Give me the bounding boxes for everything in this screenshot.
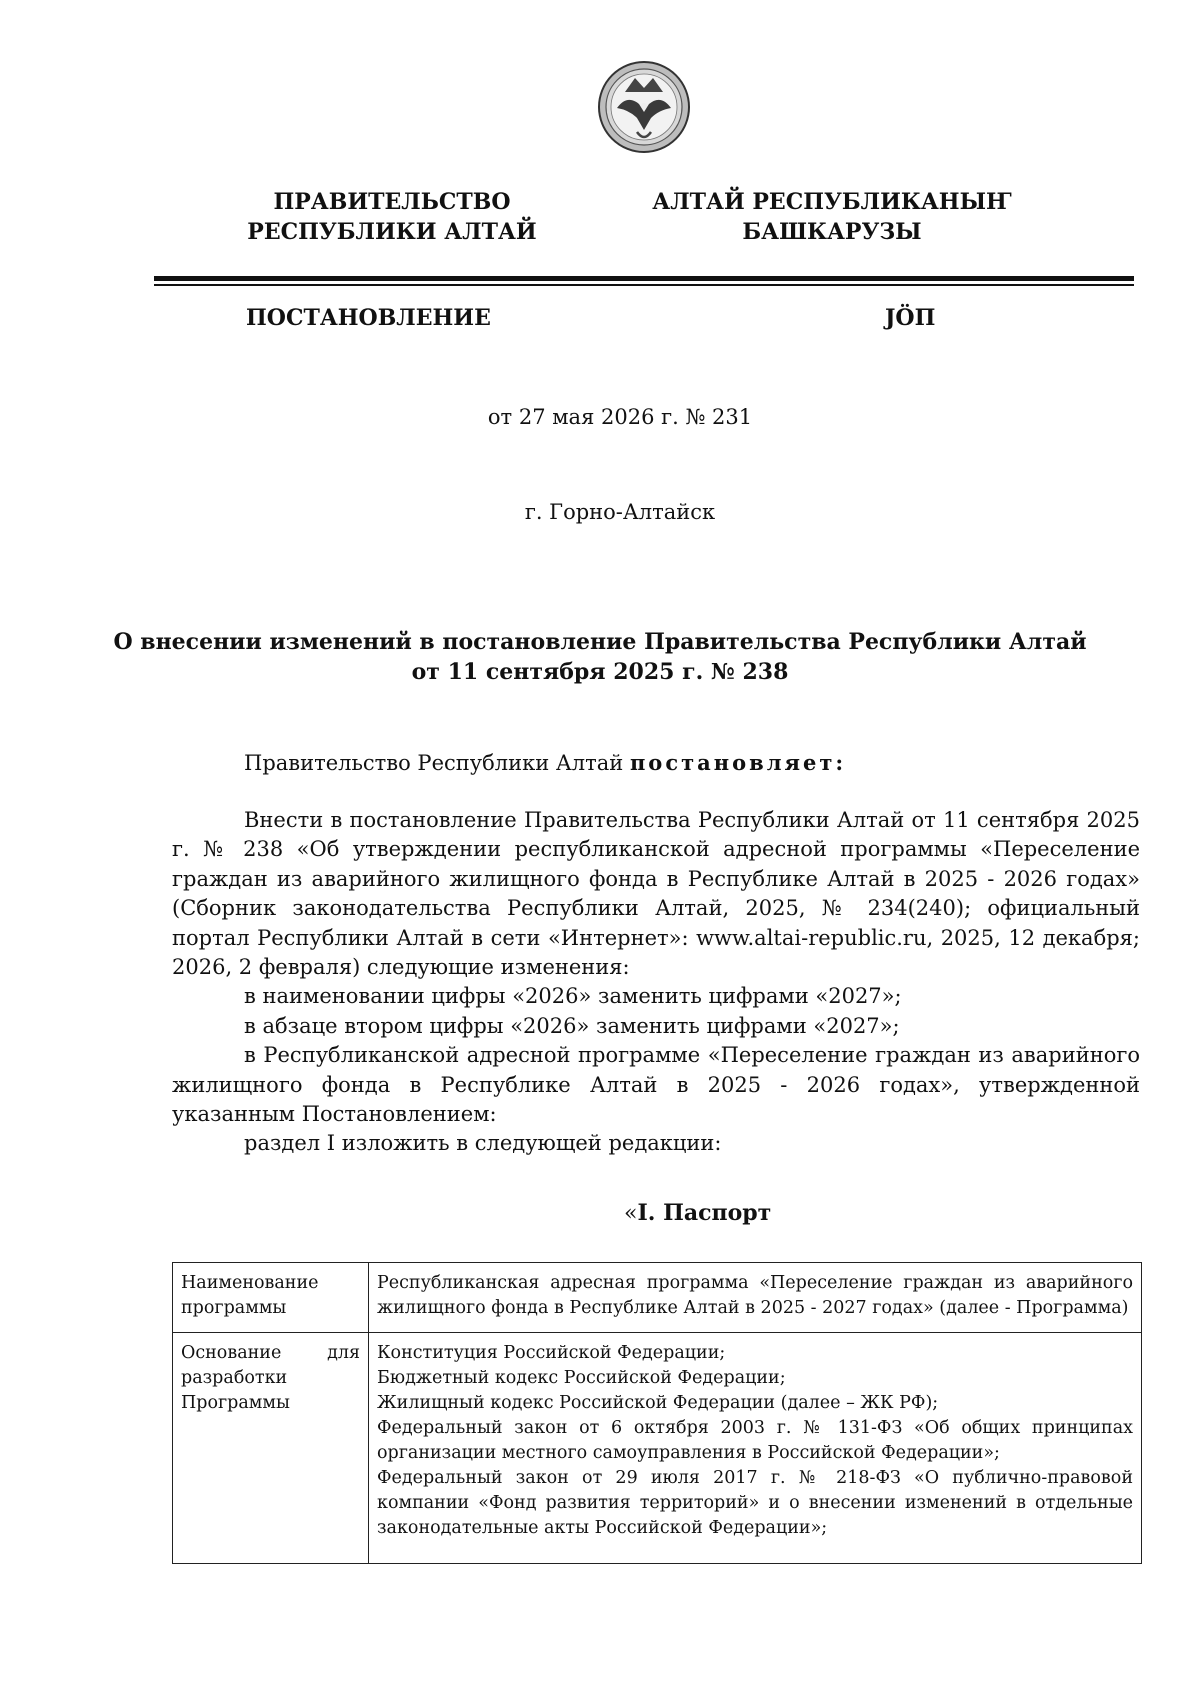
government-name-russian: [182, 187, 602, 247]
passport-value-cell: [369, 1263, 1142, 1333]
header-divider-thin: [154, 284, 1134, 286]
passport-value-line: Федеральный закон от 6 октября 2003 г. № 131-ФЗ «Об общих принципах организации местного самоуправления в Российской Федерации»;: [377, 1418, 1133, 1463]
document-date-number: от 27 мая 2026 г. № 231: [487, 405, 753, 429]
body-paragraph: в наименовании цифры «2026» заменить цифрами «2027»;: [244, 984, 902, 1009]
doc-type-russian: ПОСТАНОВЛЕНИЕ: [246, 305, 491, 331]
passport-value-cell: [369, 1333, 1142, 1564]
government-name-line: ПРАВИТЕЛЬСТВО: [273, 189, 511, 215]
passport-label-word: Основание: [181, 1343, 282, 1363]
passport-heading: [624, 1200, 771, 1226]
government-name-altai: [622, 187, 1042, 247]
passport-label-cell: [173, 1333, 369, 1564]
passport-label-line: Программы: [181, 1393, 290, 1413]
passport-heading-text: I. Паспорт: [637, 1200, 772, 1226]
intro-text: Правительство Республики Алтай: [244, 751, 630, 775]
intro-emphasis: постановляет:: [629, 750, 847, 775]
passport-value-line: Республиканская адресная программа «Переселение граждан из аварийного жилищного фонда в Республике Алтай в 2025 - 2027 годах» (далее - Программа): [377, 1273, 1133, 1318]
passport-value-line: Бюджетный кодекс Российской Федерации;: [377, 1368, 786, 1388]
passport-label-word: для: [327, 1343, 360, 1363]
coat-of-arms-emblem: [597, 60, 691, 154]
resolution-body: [172, 806, 1140, 1159]
body-paragraph: в Республиканской адресной программе «Переселение граждан из аварийного жилищного фонда в Республике Алтай в 2025 - 2026 годах», утвержденной указанным Постановлением:: [172, 1043, 1140, 1127]
passport-table: [172, 1262, 1142, 1564]
header-divider-thick: [154, 276, 1134, 281]
passport-value-line: Конституция Российской Федерации;: [377, 1343, 726, 1363]
body-paragraph: Внести в постановление Правительства Республики Алтай от 11 сентября 2025 г. № 238 «Об утверждении республиканской адресной программы «Переселение граждан из аварийного жилищного фонда в Республике Алтай в 2025 - 2026 годах» (Сборник законодательства Республики Алтай, 2025, № 234(240); официальный портал Республики Алтай в сети «Интернет»: www.altai-republic.ru, 2025, 12 декабря; 2026, 2 февраля) следующие изменения:: [172, 808, 1140, 980]
passport-label-line: разработки: [181, 1368, 288, 1388]
doc-type-altai: JӦП: [885, 305, 936, 331]
document-title-line: от 11 сентября 2025 г. № 238: [411, 659, 789, 685]
passport-label-first-line: [181, 1341, 360, 1366]
document-title: [0, 627, 1200, 687]
government-name-line: РЕСПУБЛИКИ АЛТАЙ: [247, 219, 537, 245]
government-name-line: АЛТАЙ РЕСПУБЛИКАНЫҤ: [652, 189, 1012, 215]
government-name-line: БАШКАРУЗЫ: [742, 219, 922, 245]
passport-heading-quote: «: [624, 1201, 638, 1226]
body-paragraph: раздел I изложить в следующей редакции:: [244, 1131, 722, 1156]
passport-label-line: программы: [181, 1298, 287, 1318]
resolution-intro: [172, 748, 1140, 778]
passport-label-cell: [173, 1263, 369, 1333]
table-row: [173, 1263, 1142, 1333]
document-title-line: О внесении изменений в постановление Правительства Республики Алтай: [113, 629, 1087, 655]
document-city: г. Горно-Алтайск: [524, 500, 716, 524]
passport-value-line: Жилищный кодекс Российской Федерации (далее – ЖК РФ);: [377, 1393, 939, 1413]
passport-label-line: Наименование: [181, 1273, 319, 1293]
table-row: [173, 1333, 1142, 1564]
passport-value-line: Федеральный закон от 29 июля 2017 г. № 218-ФЗ «О публично-правовой компании «Фонд развития территорий» и о внесении изменений в отдельные законодательные акты Российской Федерации»;: [377, 1468, 1133, 1538]
body-paragraph: в абзаце втором цифры «2026» заменить цифрами «2027»;: [244, 1013, 900, 1038]
